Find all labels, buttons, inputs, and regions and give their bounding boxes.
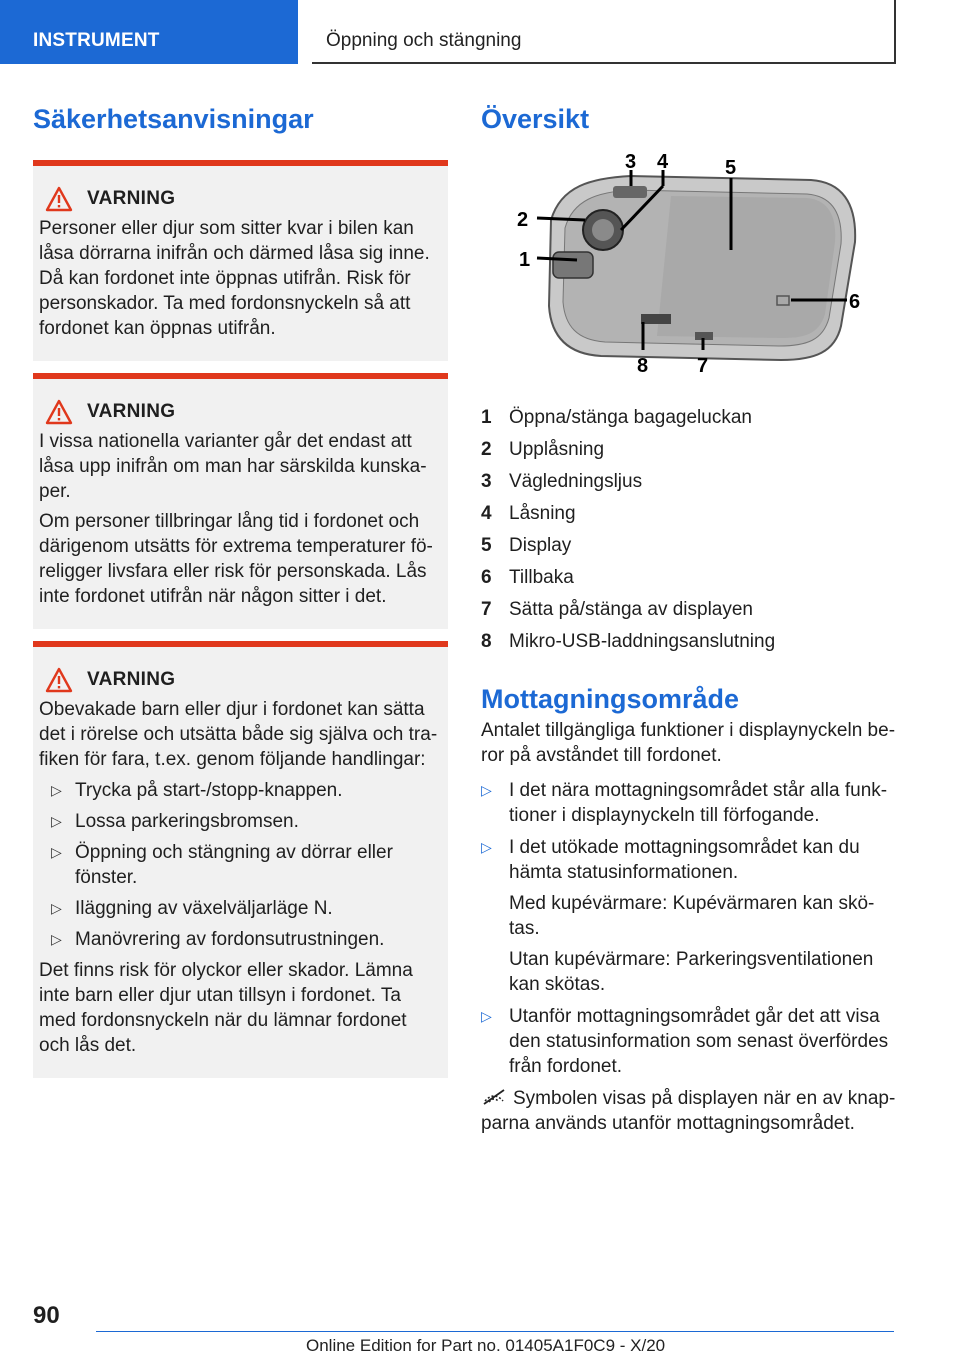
figure-label-2: 2 xyxy=(517,209,529,231)
page-number: 90 xyxy=(33,1302,60,1329)
list-item: 5 Display xyxy=(481,535,572,556)
figure-label-7: 7 xyxy=(697,355,709,377)
range-title: Mottagningsområde xyxy=(481,684,740,714)
warning-action-list xyxy=(39,778,438,952)
safety-title: Säkerhetsanvisningar xyxy=(33,104,314,134)
list-item: 1 Öppna/stänga bagageluckan xyxy=(481,407,752,428)
left-column xyxy=(33,100,448,1090)
list-item: ▷ Öppning och stängning av dörrar eller fönster. xyxy=(51,842,393,888)
header-section: INSTRUMENT xyxy=(0,0,298,64)
footer-divider xyxy=(96,1331,894,1332)
overview-title: Översikt xyxy=(481,104,590,134)
warning-triangle-icon xyxy=(45,667,73,693)
list-item: 3 Vägledningsljus xyxy=(481,471,643,492)
figure-label-8: 8 xyxy=(637,355,649,377)
list-item: 4 Låsning xyxy=(481,503,576,524)
warning-text: Personer eller djur som sitter kvar i bilen kan låsa dörrarna inifrån och därmed låsa sig inne. Då kan fordonet inte öppnas utifrån. Risk för personskador. Ta med fordonsnyckeln så att fordonet kan öppnas utifrån. xyxy=(39,218,430,339)
list-item: 6 Tillbaka xyxy=(481,567,574,588)
triangle-bullet-icon: ▷ xyxy=(51,931,62,947)
warning-label: VARNING xyxy=(87,669,176,690)
list-item: ▷ Trycka på start-/stopp-knappen. xyxy=(51,780,343,801)
triangle-bullet-icon: ▷ xyxy=(481,839,492,855)
triangle-bullet-icon: ▷ xyxy=(481,1008,492,1024)
range-intro: Antalet tillgängliga funktioner i displaynyckeln be-ror på avståndet till fordonet. xyxy=(481,720,896,766)
list-item: ▷ Manövrering av fordonsutrustningen. xyxy=(51,929,385,950)
triangle-bullet-icon: ▷ xyxy=(51,844,62,860)
footer-edition: Online Edition for Part no. 01405A1F0C9 - X/20 xyxy=(306,1336,666,1355)
no-signal-icon xyxy=(481,1089,507,1105)
warning-text: Om personer tillbringar lång tid i fordonet och därigenom utsätts för extrema temperaturer fö-religger livsfara eller risk för personskada. Lås inte fordonet utifrån när någon sitter i det. xyxy=(39,511,433,607)
triangle-bullet-icon: ▷ xyxy=(51,900,62,916)
list-item: ▷ Utanför mottagningsområdet går det att visa den statusinformation som senast överfördes från fordonet. xyxy=(481,1006,889,1077)
list-item: ▷ Lossa parkeringsbromsen. xyxy=(51,811,299,832)
warning-box-3 xyxy=(33,641,448,1078)
warning-box-1 xyxy=(33,160,448,361)
warning-box-2 xyxy=(33,373,448,629)
overview-list xyxy=(481,405,901,654)
warning-label: VARNING xyxy=(87,401,176,422)
warning-triangle-icon xyxy=(45,399,73,425)
list-item: ▷ I det utökade mottagningsområdet kan du hämta statusinformationen. Med kupévärmare: Kupévärmaren kan skö-tas. Utan kupévärmare: Parkeringsventilationen kan skötas. xyxy=(481,835,901,997)
figure-label-1: 1 xyxy=(519,249,531,271)
figure-label-4: 4 xyxy=(657,151,669,173)
triangle-bullet-icon: ▷ xyxy=(51,813,62,829)
list-item: 8 Mikro-USB-laddningsanslutning xyxy=(481,631,776,652)
warning-label: VARNING xyxy=(87,188,176,209)
display-key-figure xyxy=(481,146,901,382)
warning-outro: Det finns risk för olyckor eller skador. Lämna inte barn eller djur utan tillsyn i fordonet. Ta med fordonsnyckeln när du lämnar fordonet och lås det. xyxy=(39,960,413,1056)
list-item: ▷ I det nära mottagningsområdet står alla funk-tioner i displaynyckeln till förfogande. xyxy=(481,780,888,826)
list-item: ▷ Iläggning av växelväljarläge N. xyxy=(51,898,333,919)
out-of-range-note: Symbolen visas på displayen när en av knap-parna används utanför mottagningsområdet. xyxy=(481,1088,896,1134)
list-item: 2 Upplåsning xyxy=(481,439,605,460)
warning-intro: Obevakade barn eller djur i fordonet kan sätta det i rörelse och utsätta både sig själva och tra-fiken för fara, t.ex. genom följande handlingar: xyxy=(39,699,438,770)
range-sub-text: Med kupévärmare: Kupévärmaren kan skö-tas. xyxy=(509,893,875,939)
warning-text: I vissa nationella varianter går det endast att låsa upp inifrån om man har särskilda kunska-per. xyxy=(39,431,427,502)
header-chapter: Öppning och stängning xyxy=(312,0,896,64)
range-list xyxy=(481,778,901,1079)
right-column xyxy=(481,100,901,1136)
figure-label-3: 3 xyxy=(625,151,637,173)
triangle-bullet-icon: ▷ xyxy=(481,782,492,798)
figure-label-6: 6 xyxy=(849,291,861,313)
figure-label-5: 5 xyxy=(725,157,737,179)
list-item: 7 Sätta på/stänga av displayen xyxy=(481,599,754,620)
range-sub-text: Utan kupévärmare: Parkeringsventilationen kan skötas. xyxy=(509,949,874,995)
warning-triangle-icon xyxy=(45,186,73,212)
triangle-bullet-icon: ▷ xyxy=(51,782,62,798)
